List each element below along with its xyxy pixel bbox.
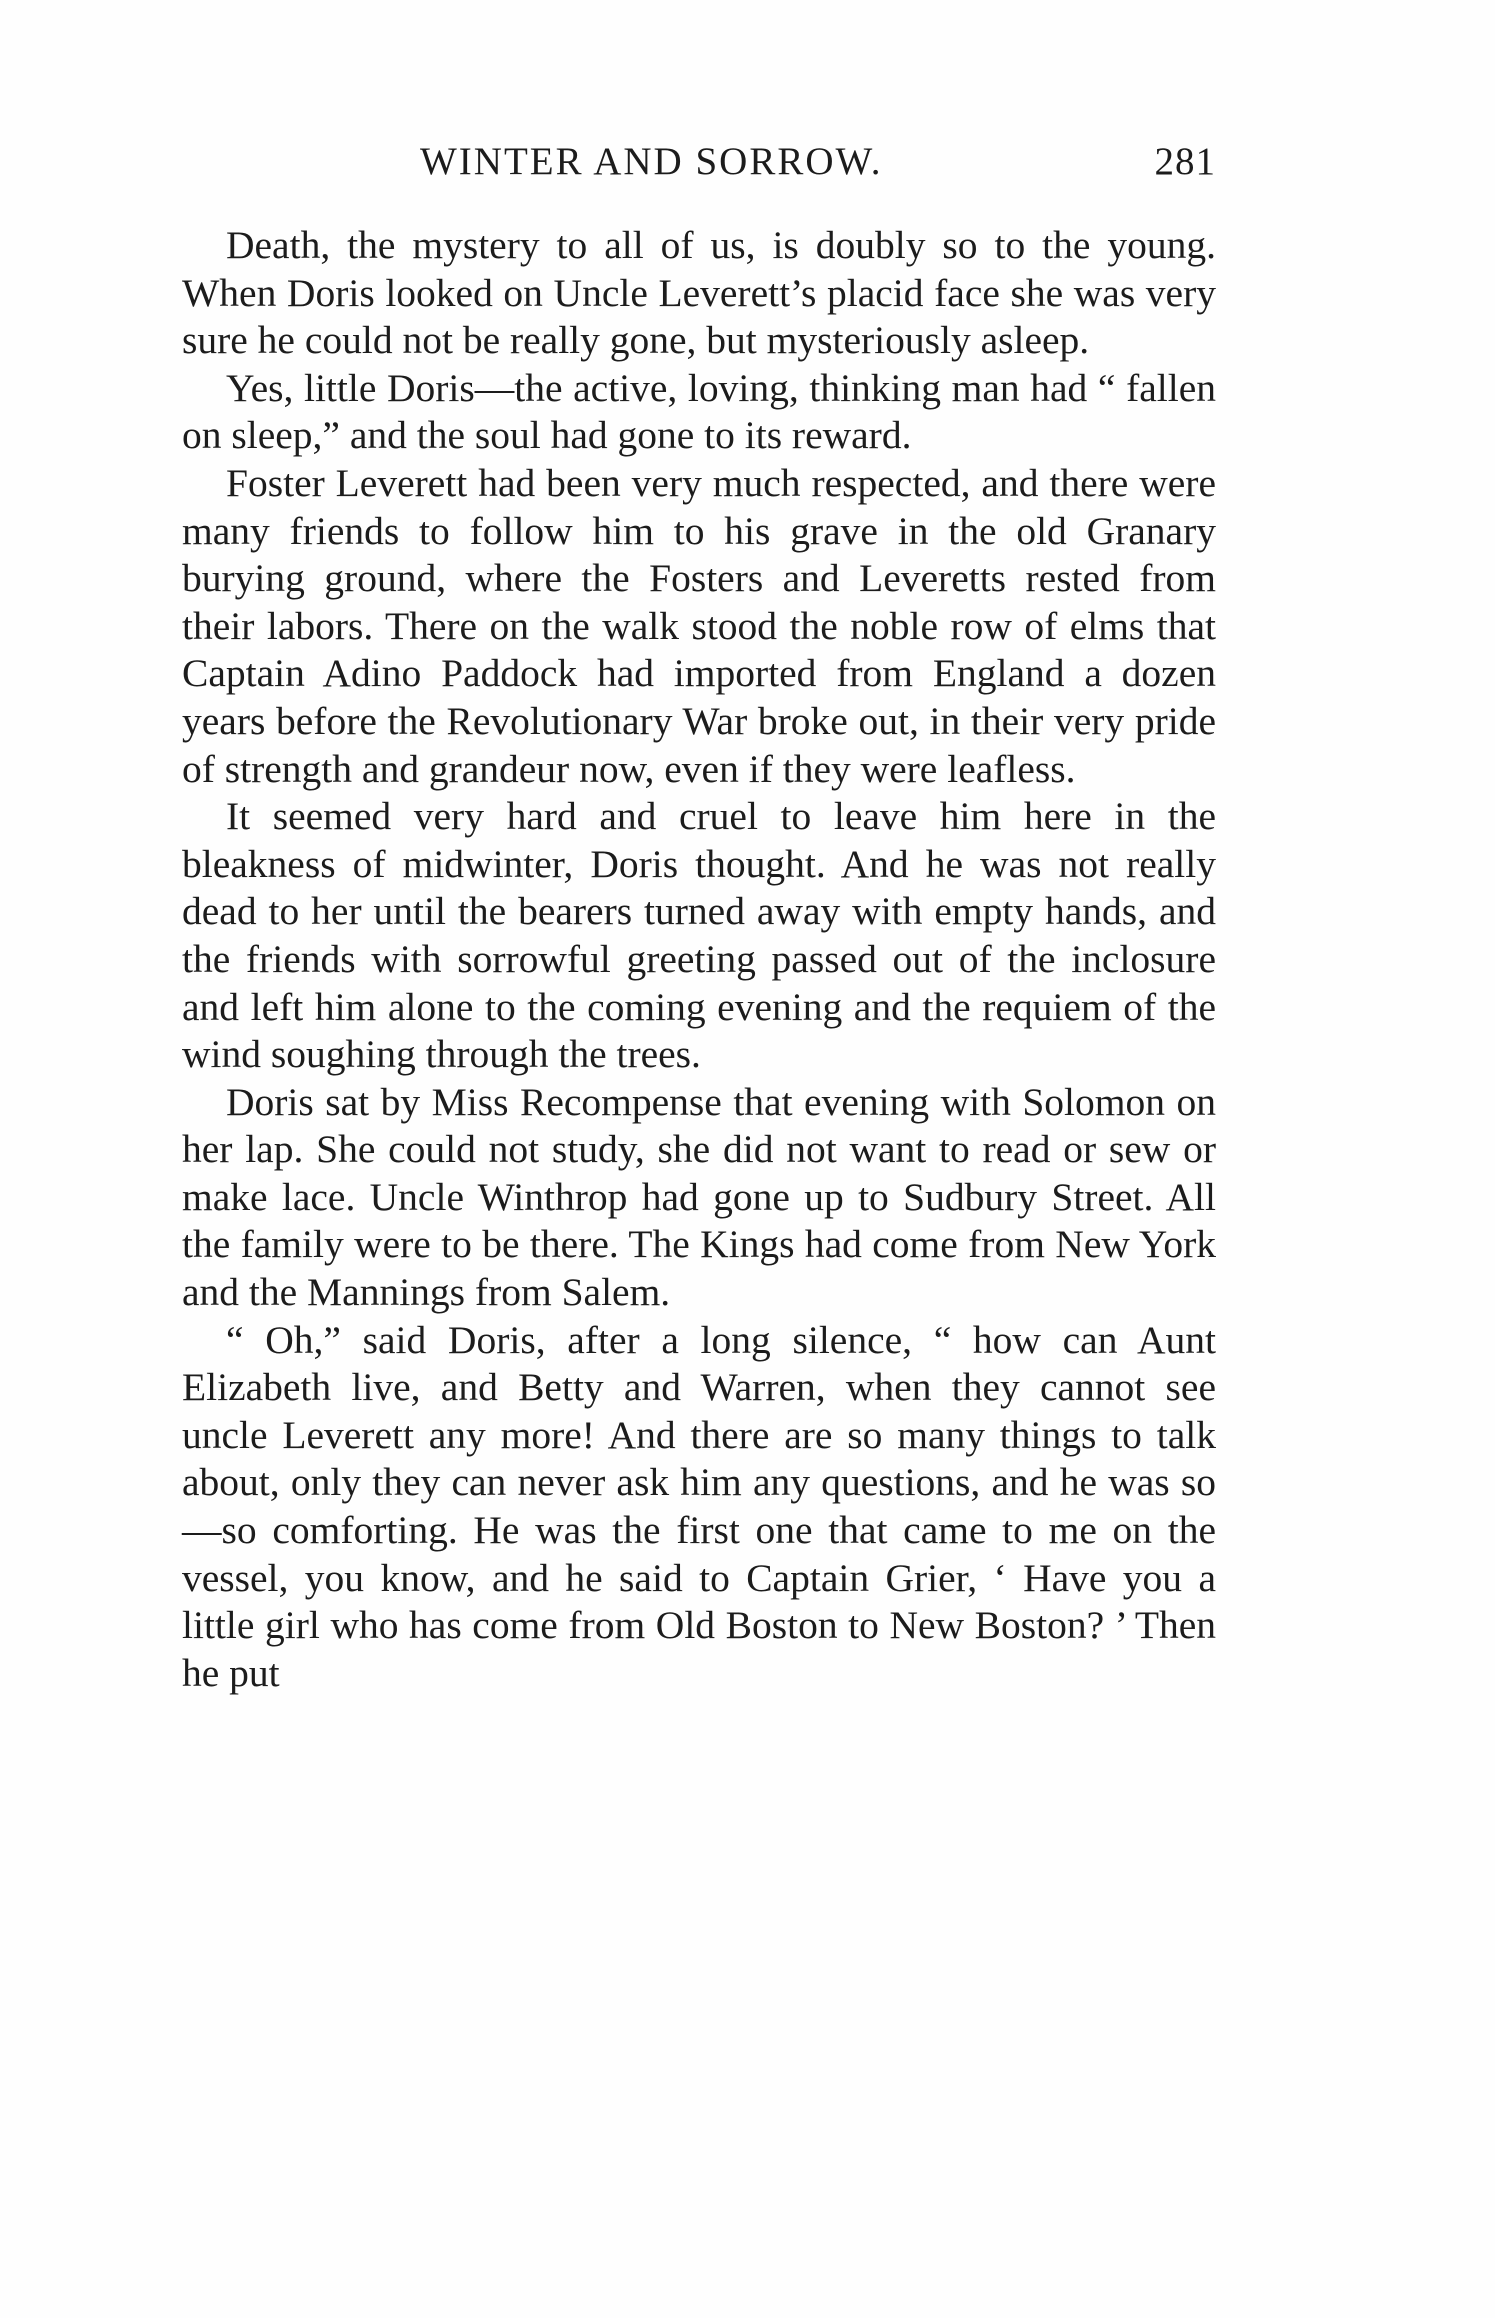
paragraph: It seemed very hard and cruel to leave him here in the bleakness of midwinter, Doris thought. And he was not really dead to her until the bearers turned away with empty hands, and the friends with sorrowful greeting passed out of the inclosure and left him alone to the coming evening and the requiem of the wind soughing through the trees. [182, 794, 1216, 1077]
chapter-title: WINTER AND SORROW. [420, 140, 883, 183]
paragraph: Doris sat by Miss Recompense that evening with Solomon on her lap. She could not study, she did not want to read or sew or make lace. Uncle Winthrop had gone up to Sudbury Street. All the family were to be there. The Kings had come from New York and the Mannings from Salem. [182, 1079, 1216, 1315]
paragraph: Yes, little Doris—the active, loving, thinking man had “ fallen on sleep,” and the soul had gone to its reward. [182, 365, 1216, 458]
running-head [182, 136, 1216, 188]
page-number: 281 [1154, 140, 1216, 183]
paragraph: Death, the mystery to all of us, is doubly so to the young. When Doris looked on Uncle Leverett’s placid face she was very sure he could not be really gone, but mysteriously asleep. [182, 223, 1216, 363]
body-text [182, 222, 1216, 1697]
paragraph: “ Oh,” said Doris, after a long silence, “ how can Aunt Elizabeth live, and Betty and Warren, when they cannot see uncle Leverett any more! And there are so many things to talk about, only they can never ask him any questions, and he was so—so comforting. He was the first one that came to me on the vessel, you know, and he said to Captain Grier, ‘ Have you a little girl who has come from Old Boston to New Boston? ’ Then he put [182, 1317, 1216, 1695]
paragraph: Foster Leverett had been very much respected, and there were many friends to follow him to his grave in the old Granary burying ground, where the Fosters and Leveretts rested from their labors. There on the walk stood the noble row of elms that Captain Adino Paddock had imported from England a dozen years before the Revolutionary War broke out, in their very pride of strength and grandeur now, even if they were leafless. [182, 460, 1216, 791]
